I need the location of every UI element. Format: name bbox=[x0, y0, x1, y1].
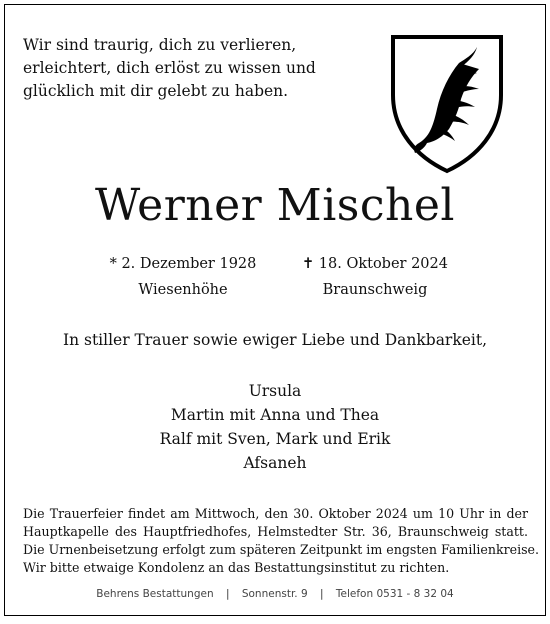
poem bbox=[23, 34, 316, 103]
antler-coat-of-arms-icon bbox=[389, 33, 505, 175]
death-info bbox=[295, 251, 455, 303]
family-member: Ralf mit Sven, Mark und Erik bbox=[159, 430, 391, 448]
obituary-notice bbox=[4, 4, 546, 616]
footer-separator: | bbox=[225, 588, 230, 600]
death-date: ✝ 18. Oktober 2024 bbox=[302, 256, 448, 272]
poem-line: erleichtert, dich erlöst zu wissen und bbox=[23, 59, 316, 77]
birth-date: * 2. Dezember 1928 bbox=[109, 256, 257, 272]
info-line: Die Trauerfeier findet am Mittwoch, den 30. Oktober 2024 um 10 Uhr in der bbox=[23, 506, 528, 521]
info-line: Die Urnenbeisetzung erfolgt zum späteren Zeitpunkt im engsten Familienkreise. bbox=[23, 542, 540, 557]
footer-separator: | bbox=[320, 588, 324, 600]
funeral-home-name: Behrens Bestattungen bbox=[96, 588, 214, 600]
death-place: Braunschweig bbox=[322, 282, 428, 298]
mourning-line: In stiller Trauer sowie ewiger Liebe und Dankbarkeit, bbox=[62, 331, 488, 349]
funeral-home-phone: Telefon 0531 - 8 32 04 bbox=[335, 588, 454, 600]
birth-place: Wiesenhöhe bbox=[138, 282, 228, 298]
family-member: Martin mit Anna und Thea bbox=[170, 406, 380, 424]
funeral-info bbox=[23, 505, 540, 577]
funeral-home-address: Sonnenstr. 9 bbox=[241, 588, 308, 600]
poem-line: glücklich mit dir gelebt zu haben. bbox=[23, 82, 289, 100]
family-list bbox=[5, 379, 545, 475]
family-member: Ursula bbox=[248, 382, 302, 400]
birth-info bbox=[103, 251, 263, 303]
family-member: Afsaneh bbox=[243, 454, 307, 472]
poem-line: Wir sind traurig, dich zu verlieren, bbox=[23, 36, 297, 54]
info-line: Hauptkapelle des Hauptfriedhofes, Helmstedter Str. 36, Braunschweig statt. bbox=[23, 524, 528, 539]
info-line: Wir bitte etwaige Kondolenz an das Bestattungsinstitut zu richten. bbox=[23, 560, 450, 575]
deceased-name: Werner Mischel bbox=[95, 180, 455, 231]
funeral-home-footer bbox=[5, 588, 545, 600]
